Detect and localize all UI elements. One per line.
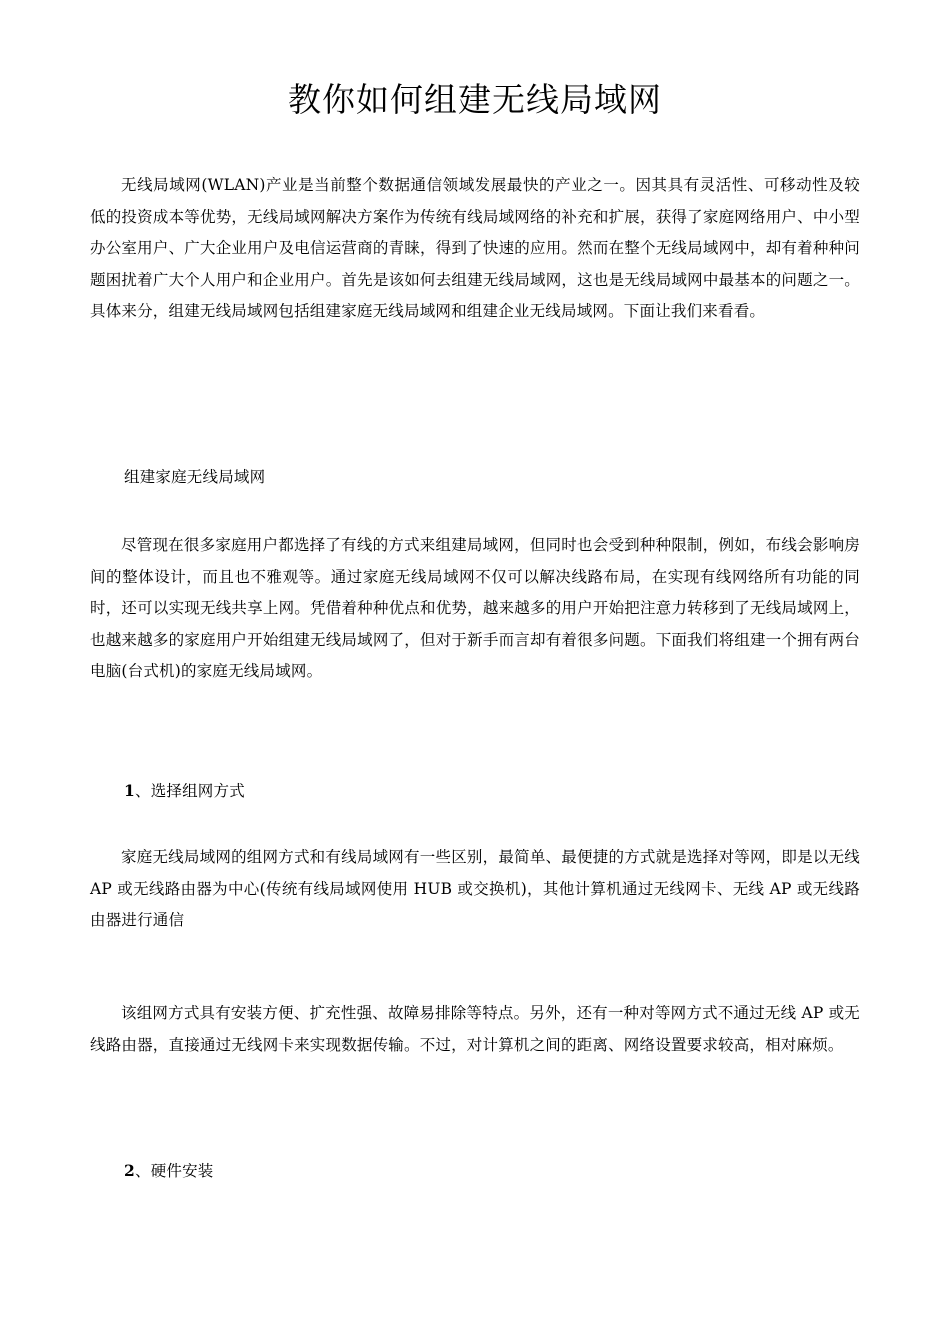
document-title: 教你如何组建无线局域网 xyxy=(288,80,662,119)
home-intro-paragraph: 尽管现在很多家庭用户都选择了有线的方式来组建局域网，但同时也会受到种种限制，例如，布线会影响房间的整体设计，而且也不雅观等。通过家庭无线局域网不仅可以解决线路布局，在实现有线网络所有功能的同时，还可以实现无线共享上网。凭借着种种优点和优势，越来越多的用户开始把注意力转移到了无线局域网上，也越来越多的家庭用户开始组建无线局域网了，但对于新手而言却有着很多问题。下面我们将组建一个拥有两台电脑(台式机)的家庭无线局域网。 xyxy=(90,536,860,680)
step-number: 2 xyxy=(124,1161,135,1180)
step-heading-hardware-install xyxy=(124,1156,214,1186)
section-heading-label: 组建家庭无线局域网 xyxy=(124,468,266,486)
section-heading-home-wlan xyxy=(124,462,265,492)
step-label: 、选择组网方式 xyxy=(135,782,245,800)
step-label: 、硬件安装 xyxy=(135,1162,214,1180)
network-method-paragraph: 家庭无线局域网的组网方式和有线局域网有一些区别，最简单、最便捷的方式就是选择对等网，即是以无线 AP 或无线路由器为中心(传统有线局域网使用 HUB 或交换机)，其他计算机通过无线网卡、无线 AP 或无线路由器进行通信 xyxy=(90,848,860,929)
step-heading-choose-method xyxy=(124,776,245,806)
network-features-paragraph: 该组网方式具有安装方便、扩充性强、故障易排除等特点。另外，还有一种对等网方式不通过无线 AP 或无线路由器，直接通过无线网卡来实现数据传输。不过，对计算机之间的距离、网络设置要求较高，相对麻烦。 xyxy=(90,1004,860,1054)
step-number: 1 xyxy=(124,781,135,800)
intro-paragraph: 无线局域网(WLAN)产业是当前整个数据通信领域发展最快的产业之一。因其具有灵活性、可移动性及较低的投资成本等优势，无线局域网解决方案作为传统有线局域网络的补充和扩展，获得了家庭网络用户、中小型办公室用户、广大企业用户及电信运营商的青睐，得到了快速的应用。然而在整个无线局域网中，却有着种种问题困扰着广大个人用户和企业用户。首先是该如何去组建无线局域网，这也是无线局域网中最基本的问题之一。具体来分，组建无线局域网包括组建家庭无线局域网和组建企业无线局域网。下面让我们来看看。 xyxy=(90,176,860,320)
